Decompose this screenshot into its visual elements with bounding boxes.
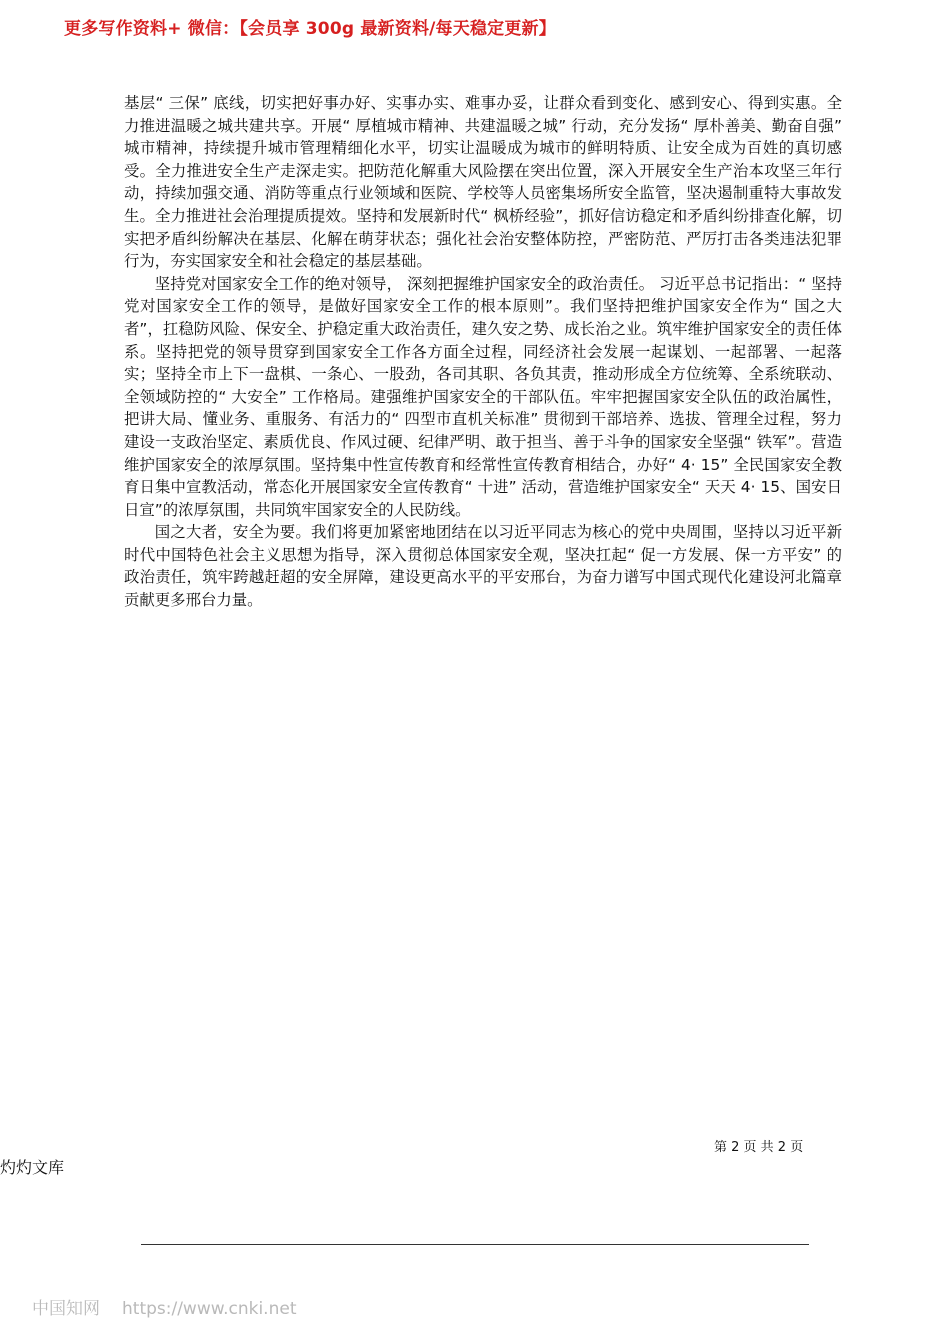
paragraph-1: 基层“ 三保” 底线，切实把好事办好、实事办实、难事办妥，让群众看到变化、感到安心、得到实惠。全力推进温暖之城共建共享。开展“ 厚植城市精神、共建温暖之城” 行动，充分发扬“ 厚朴善美、勤奋自强” 城市精神，持续提升城市管理精细化水平，切实让温暖成为城市的鲜明特质、让安全成为百姓的真切感受。全力推进安全生产走深走实。把防范化解重大风险摆在突出位置，深入开展安全生产治本攻坚三年行动，持续加强交通、消防等重点行业领域和医院、学校等人员密集场所安全监管，坚决遏制重特大事故发生。全力推进社会治理提质提效。坚持和发展新时代“ 枫桥经验”，抓好信访稳定和矛盾纠纷排查化解，切实把矛盾纠纷解决在基层、化解在萌芽状态；强化社会治安整体防控，严密防范、严厉打击各类违法犯罪行为，夯实国家安全和社会稳定的基层基础。	[124, 94, 842, 271]
promo-banner: 更多写作资料+ 微信：【会员享 300g 最新资料/每天稳定更新】	[64, 19, 556, 39]
library-name: 灼灼文库	[0, 1158, 65, 1177]
watermark-url: https://www.cnki.net	[122, 1299, 297, 1319]
page-number: 第 2 页 共 2 页	[714, 1140, 804, 1155]
paragraph-3: 国之大者，安全为要。我们将更加紧密地团结在以习近平同志为核心的党中央周围，坚持以习近平新时代中国特色社会主义思想为指导，深入贯彻总体国家安全观，坚决扛起“ 促一方发展、保一方平安” 的政治责任，筑牢跨越赶超的安全屏障，建设更高水平的平安邢台，为奋力谱写中国式现代化建设河北篇章贡献更多邢台力量。	[124, 523, 842, 610]
cnki-watermark	[32, 1294, 296, 1319]
paragraph-2: 坚持党对国家安全工作的绝对领导， 深刻把握维护国家安全的政治责任。 习近平总书记指出：“ 坚持党对国家安全工作的领导，是做好国家安全工作的根本原则”。我们坚持把维护国家安全作为“ 国之大者”，扛稳防风险、保安全、护稳定重大政治责任，建久安之势、成长治之业。筑牢维护国家安全的责任体系。坚持把党的领导贯穿到国家安全工作各方面全过程，同经济社会发展一起谋划、一起部署、一起落实；坚持全市上下一盘棋、一条心、一股劲，各司其职、各负其责，推动形成全方位统筹、全系统联动、全领域防控的“ 大安全” 工作格局。建强维护国家安全的干部队伍。牢牢把握国家安全队伍的政治属性，把讲大局、懂业务、重服务、有活力的“ 四型市直机关标准” 贯彻到干部培养、选拔、管理全过程，努力建设一支政治坚定、素质优良、作风过硬、纪律严明、敢于担当、善于斗争的国家安全坚强“ 铁军”。营造维护国家安全的浓厚氛围。坚持集中性宣传教育和经常性宣传教育相结合，办好“ 4· 15” 全民国家安全教育日集中宣教活动，常态化开展国家安全宣传教育“ 十进” 活动，营造维护国家安全“ 天天 4· 15、国安日日宣”的浓厚氛围，共同筑牢国家安全的人民防线。	[124, 274, 842, 519]
watermark-site-name: 中国知网	[32, 1299, 100, 1319]
footer-divider	[141, 1244, 809, 1245]
document-body	[124, 92, 842, 612]
